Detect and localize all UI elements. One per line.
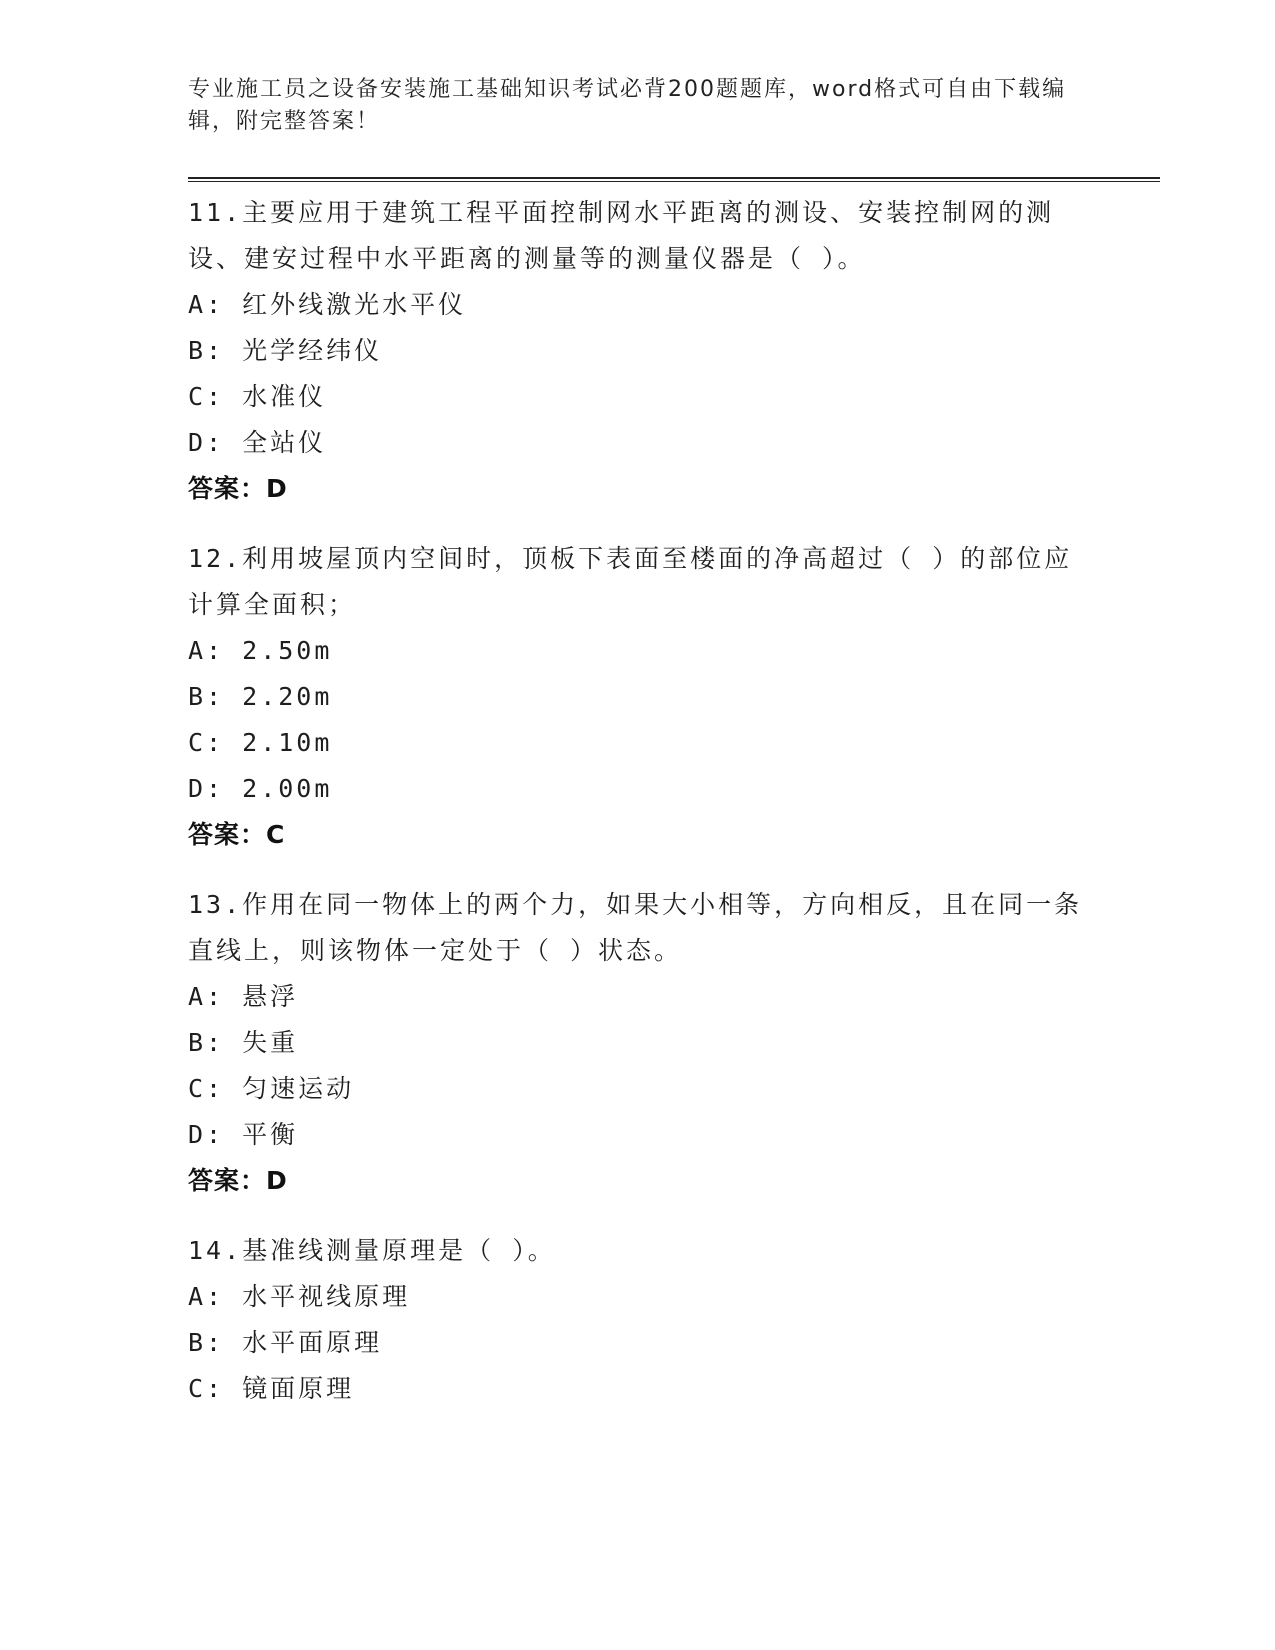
question-11 [188, 190, 1088, 512]
option-b: B: 水平面原理 [188, 1328, 383, 1357]
question-list [188, 190, 1088, 1436]
document-header: 专业施工员之设备安装施工基础知识考试必背200题题库，word格式可自由下载编辑，附完整答案！ [188, 77, 1067, 134]
answer-line: 答案：D [188, 1166, 288, 1195]
question-stem: 14.基准线测量原理是（ ）。 [188, 1236, 556, 1265]
header-divider [188, 177, 1160, 182]
option-d: D: 全站仪 [188, 428, 327, 457]
option-a: A: 悬浮 [188, 982, 299, 1011]
question-stem: 11.主要应用于建筑工程平面控制网水平距离的测设、安装控制网的测设、建安过程中水平距离的测量等的测量仪器是（ ）。 [188, 198, 1055, 273]
option-a: A: 水平视线原理 [188, 1282, 411, 1311]
option-a: A: 2.50m [188, 636, 333, 665]
option-c: C: 镜面原理 [188, 1374, 355, 1403]
option-d: D: 2.00m [188, 774, 333, 803]
question-12 [188, 536, 1088, 858]
question-stem: 13.作用在同一物体上的两个力，如果大小相等，方向相反，且在同一条直线上，则该物体一定处于（ ）状态。 [188, 890, 1083, 965]
option-b: B: 失重 [188, 1028, 299, 1057]
question-13 [188, 882, 1088, 1204]
answer-line: 答案：C [188, 820, 286, 849]
option-d: D: 平衡 [188, 1120, 299, 1149]
option-c: C: 匀速运动 [188, 1074, 355, 1103]
option-a: A: 红外线激光水平仪 [188, 290, 467, 319]
question-stem: 12.利用坡屋顶内空间时，顶板下表面至楼面的净高超过（ ）的部位应计算全面积； [188, 544, 1073, 619]
answer-line: 答案：D [188, 474, 288, 503]
question-14 [188, 1228, 1088, 1412]
option-c: C: 水准仪 [188, 382, 327, 411]
option-c: C: 2.10m [188, 728, 333, 757]
option-b: B: 光学经纬仪 [188, 336, 383, 365]
option-b: B: 2.20m [188, 682, 333, 711]
